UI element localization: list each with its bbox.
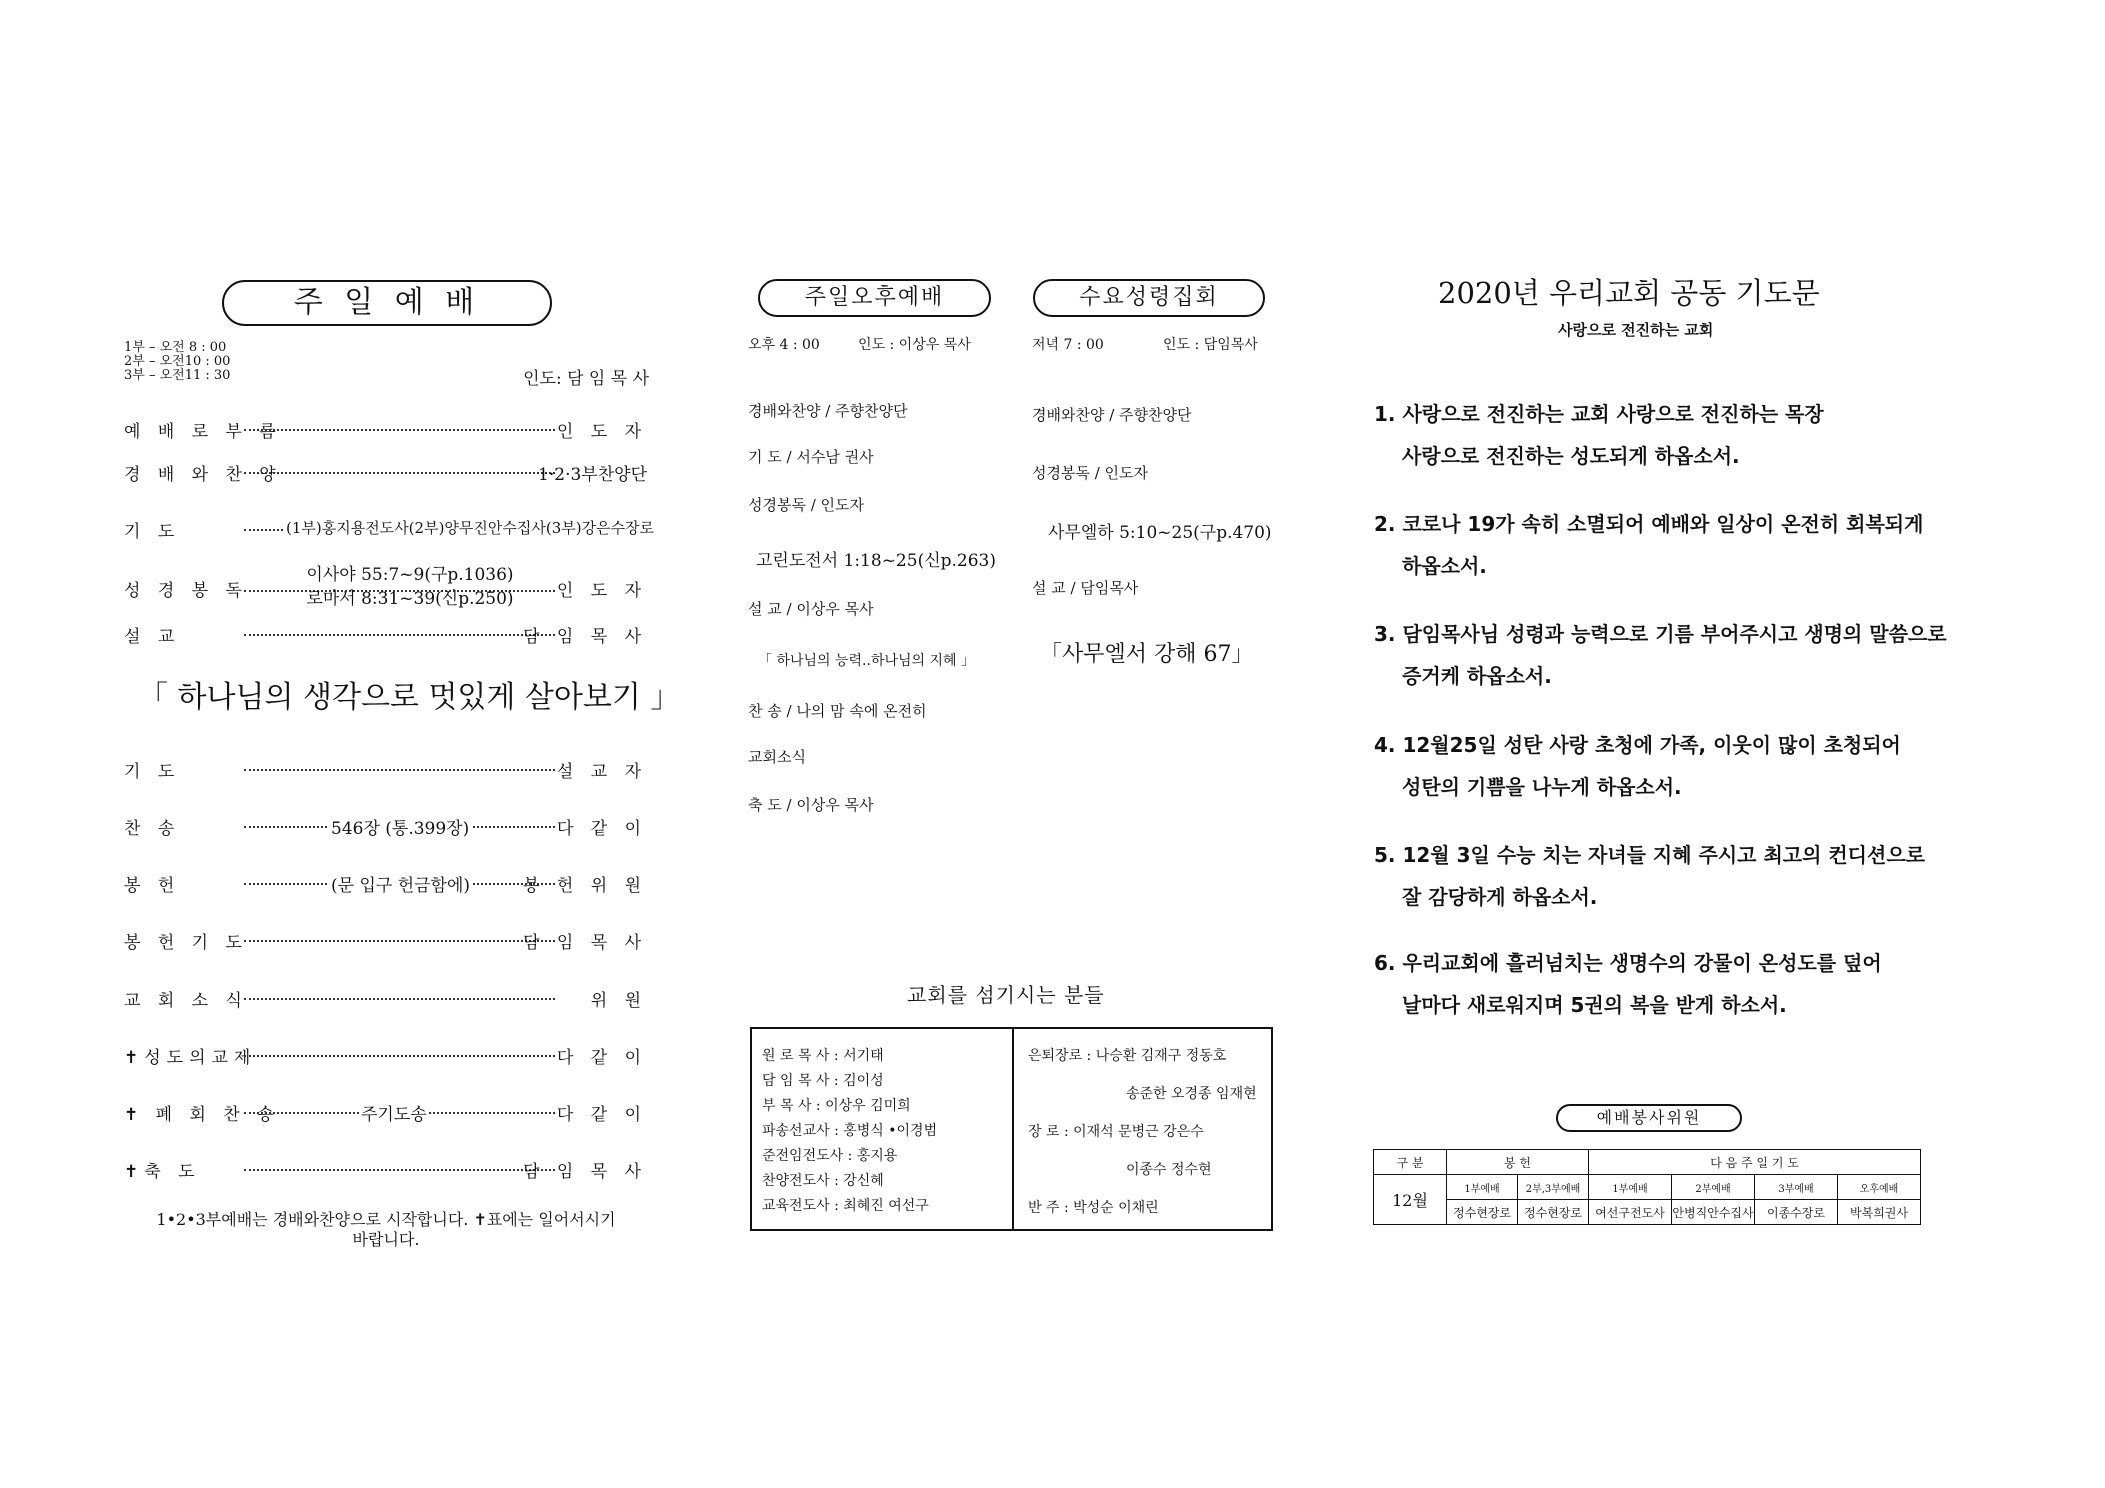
order-row bbox=[124, 622, 647, 648]
dotted-leader bbox=[244, 940, 555, 942]
wednesday-item: 사무엘하 5:10~25(구p.470) bbox=[1048, 523, 1272, 543]
dotted-leader bbox=[244, 1055, 555, 1057]
order-role: 다 같 이 bbox=[556, 1048, 647, 1068]
order-role: 담 임 목 사 bbox=[523, 933, 647, 953]
order-role: 담 임 목 사 bbox=[523, 1162, 647, 1182]
afternoon-item: 「 하나님의 능력..하나님의 지혜 」 bbox=[758, 653, 975, 669]
afternoon-time: 오후 4 : 00 bbox=[748, 337, 820, 353]
order-detail: (문 입구 헌금함에) bbox=[329, 871, 472, 896]
servant-right-line: 송준한 오경종 임재현 bbox=[1126, 1086, 1257, 1102]
service-times bbox=[124, 341, 230, 383]
order-label: 경 배 와 찬 양 bbox=[124, 465, 282, 485]
sub-header: 2부예배 bbox=[1672, 1175, 1755, 1200]
wednesday-leader: 인도 : 담임목사 bbox=[1163, 337, 1258, 353]
wednesday-item: 성경봉독 / 인도자 bbox=[1032, 464, 1149, 482]
order-detail: (1부)홍지용전도사(2부)양무진안수집사(3부)강은수장로 bbox=[286, 519, 655, 537]
sub-header: 1부예배 bbox=[1447, 1175, 1518, 1200]
servants-box bbox=[750, 1027, 1273, 1231]
order-label: ✝성도의교제 bbox=[124, 1048, 257, 1068]
sub-header: 2부,3부예배 bbox=[1518, 1175, 1589, 1200]
prayer-line: 사랑으로 전진하는 성도되게 하옵소서. bbox=[1402, 444, 1740, 468]
order-label: 성 경 봉 독 bbox=[124, 581, 248, 601]
footnote-line-1: 1•2•3부예배는 경배와찬양으로 시작합니다. ✝표에는 일어서시기 bbox=[156, 1210, 616, 1229]
servant-left-line: 찬양전도사 : 강신혜 bbox=[762, 1173, 884, 1189]
order-label: 기 도 bbox=[124, 762, 181, 782]
prayer-line: 2. 코로나 19가 속히 소멸되어 예배와 일상이 온전히 회복되게 bbox=[1374, 512, 1924, 536]
prayer-line: 잘 감당하게 하옵소서. bbox=[1402, 885, 1598, 909]
order-row bbox=[124, 460, 647, 486]
service-leader: 인도: 담 임 목 사 bbox=[523, 369, 649, 389]
order-row bbox=[124, 814, 647, 840]
order-role: 설 교 자 bbox=[556, 762, 647, 782]
footnote bbox=[146, 1210, 626, 1250]
order-label: ✝축 도 bbox=[124, 1162, 201, 1182]
order-label: ✝ 폐 회 찬 송 bbox=[124, 1105, 280, 1125]
dotted-leader bbox=[244, 472, 555, 474]
name-cell: 여선구전도사 bbox=[1589, 1200, 1672, 1225]
header-offering: 봉 헌 bbox=[1447, 1150, 1589, 1175]
wednesday-time: 저녁 7 : 00 bbox=[1032, 337, 1104, 353]
prayer-line: 하옵소서. bbox=[1402, 554, 1487, 578]
prayer-line: 5. 12월 3일 수능 치는 자녀들 지혜 주시고 최고의 컨디션으로 bbox=[1374, 843, 1925, 867]
afternoon-item: 설 교 / 이상우 목사 bbox=[748, 600, 874, 618]
servant-left-line: 원 로 목 사 : 서기태 bbox=[762, 1048, 884, 1064]
order-label: 예 배 로 부 름 bbox=[124, 422, 282, 442]
dotted-leader bbox=[244, 769, 555, 771]
servant-left-line: 준전임전도사 : 홍지용 bbox=[762, 1148, 898, 1164]
time-1: 1부 – 오전 8 : 00 bbox=[124, 340, 227, 355]
afternoon-item: 고린도전서 1:18~25(신p.263) bbox=[756, 551, 996, 571]
servant-left-line: 교육전도사 : 최혜진 여선구 bbox=[762, 1198, 929, 1214]
order-label: 봉 헌 bbox=[124, 876, 181, 896]
order-row bbox=[124, 417, 647, 443]
afternoon-item: 경배와찬양 / 주향찬양단 bbox=[748, 402, 908, 420]
order-role: 인 도 자 bbox=[556, 581, 647, 601]
wednesday-service-title: 수요성령집회 bbox=[1033, 279, 1265, 317]
servant-right-line: 은퇴장로 : 나승환 김재구 정동호 bbox=[1028, 1048, 1227, 1064]
servant-right-line: 장 로 : 이재석 문병근 강은수 bbox=[1028, 1124, 1204, 1140]
order-row bbox=[124, 1100, 647, 1126]
order-row bbox=[124, 1157, 647, 1183]
month-cell: 12월 bbox=[1374, 1175, 1447, 1225]
scripture-2: 로마서 8:31~39(신p.250) bbox=[306, 589, 514, 609]
prayer-line: 성탄의 기쁨을 나누게 하옵소서. bbox=[1402, 775, 1682, 799]
prayer-title: 2020년 우리교회 공동 기도문 bbox=[1438, 276, 1820, 310]
order-label: 기 도 bbox=[124, 522, 181, 542]
time-3: 3부 – 오전11 : 30 bbox=[124, 368, 231, 383]
order-row bbox=[124, 871, 647, 897]
wednesday-item: 경배와찬양 / 주향찬양단 bbox=[1032, 406, 1192, 424]
scripture-1: 이사야 55:7~9(구p.1036) bbox=[306, 565, 514, 585]
order-role: 1·2·3부찬양단 bbox=[538, 465, 647, 485]
servants-title: 교회를 섬기시는 분들 bbox=[907, 983, 1105, 1007]
order-detail: 주기도송 bbox=[359, 1100, 429, 1125]
dotted-leader bbox=[244, 634, 555, 636]
order-row bbox=[124, 986, 647, 1012]
time-2: 2부 – 오전10 : 00 bbox=[124, 354, 231, 369]
sunday-service-title: 주 일 예 배 bbox=[222, 280, 552, 326]
name-cell: 정수현장로 bbox=[1518, 1200, 1589, 1225]
prayer-line: 증거케 하옵소서. bbox=[1402, 664, 1552, 688]
dotted-leader bbox=[244, 429, 555, 431]
order-role: 위 원 bbox=[590, 991, 647, 1011]
order-role: 다 같 이 bbox=[556, 1105, 647, 1125]
order-role: 인 도 자 bbox=[556, 422, 647, 442]
prayer-subtitle: 사랑으로 전진하는 교회 bbox=[1558, 321, 1714, 339]
wednesday-sermon: 「사무엘서 강해 67」 bbox=[1040, 642, 1254, 667]
order-row bbox=[124, 1043, 647, 1069]
order-role: 봉 헌 위 원 bbox=[523, 876, 647, 896]
prayer-line: 1. 사랑으로 전진하는 교회 사랑으로 전진하는 목장 bbox=[1374, 402, 1824, 426]
afternoon-item: 교회소식 bbox=[748, 748, 806, 766]
prayer-line: 6. 우리교회에 흘러넘치는 생명수의 강물이 온성도를 덮어 bbox=[1374, 951, 1882, 975]
order-label: 교 회 소 식 bbox=[124, 991, 248, 1011]
service-committee-title: 예배봉사위원 bbox=[1556, 1104, 1742, 1132]
header-category: 구 분 bbox=[1374, 1150, 1447, 1175]
sermon-title: 「 하나님의 생각으로 멋있게 살아보기 」 bbox=[138, 680, 681, 715]
prayer-line: 4. 12월25일 성탄 사랑 초청에 가족, 이웃이 많이 초청되어 bbox=[1374, 733, 1901, 757]
order-row bbox=[124, 517, 655, 543]
scripture-passages bbox=[300, 563, 520, 611]
order-role: 담 임 목 사 bbox=[523, 627, 647, 647]
afternoon-item: 기 도 / 서수남 권사 bbox=[748, 448, 874, 466]
afternoon-item: 찬 송 / 나의 맘 속에 온전히 bbox=[748, 702, 927, 720]
order-label: 설 교 bbox=[124, 627, 181, 647]
header-next-prayer: 다 음 주 일 기 도 bbox=[1589, 1150, 1921, 1175]
dotted-leader bbox=[244, 998, 555, 1000]
name-cell: 이종수장로 bbox=[1755, 1200, 1838, 1225]
sub-header: 3부예배 bbox=[1755, 1175, 1838, 1200]
order-label: 봉 헌 기 도 bbox=[124, 933, 248, 953]
afternoon-item: 축 도 / 이상우 목사 bbox=[748, 796, 874, 814]
order-label: 찬 송 bbox=[124, 819, 181, 839]
name-cell: 박복희권사 bbox=[1838, 1200, 1921, 1225]
prayer-line: 날마다 새로워지며 5권의 복을 받게 하소서. bbox=[1402, 993, 1787, 1017]
name-cell: 정수현장로 bbox=[1447, 1200, 1518, 1225]
sub-header: 1부예배 bbox=[1589, 1175, 1672, 1200]
order-role: 다 같 이 bbox=[556, 819, 647, 839]
servant-left-line: 담 임 목 사 : 김이성 bbox=[762, 1073, 884, 1089]
servant-left-line: 파송선교사 : 홍병식 •이경범 bbox=[762, 1123, 938, 1139]
order-row bbox=[124, 757, 647, 783]
order-detail: 546장 (통.399장) bbox=[329, 814, 471, 839]
dotted-leader bbox=[244, 1169, 555, 1171]
name-cell: 안병직안수집사 bbox=[1672, 1200, 1755, 1225]
footnote-line-2: 바랍니다. bbox=[352, 1230, 420, 1249]
prayer-line: 3. 담임목사님 성령과 능력으로 기름 부어주시고 생명의 말씀으로 bbox=[1374, 622, 1947, 646]
afternoon-service-title: 주일오후예배 bbox=[758, 279, 991, 317]
wednesday-item: 설 교 / 담임목사 bbox=[1032, 579, 1139, 597]
service-committee-table bbox=[1373, 1149, 1921, 1225]
sub-header: 오후예배 bbox=[1838, 1175, 1921, 1200]
servants-divider bbox=[1012, 1029, 1014, 1229]
servant-right-line: 반 주 : 박성순 이채린 bbox=[1028, 1200, 1159, 1216]
servant-left-line: 부 목 사 : 이상우 김미희 bbox=[762, 1098, 911, 1114]
servant-right-line: 이종수 정수현 bbox=[1126, 1162, 1212, 1178]
afternoon-leader: 인도 : 이상우 목사 bbox=[858, 337, 971, 353]
afternoon-item: 성경봉독 / 인도자 bbox=[748, 496, 865, 514]
order-row bbox=[124, 928, 647, 954]
